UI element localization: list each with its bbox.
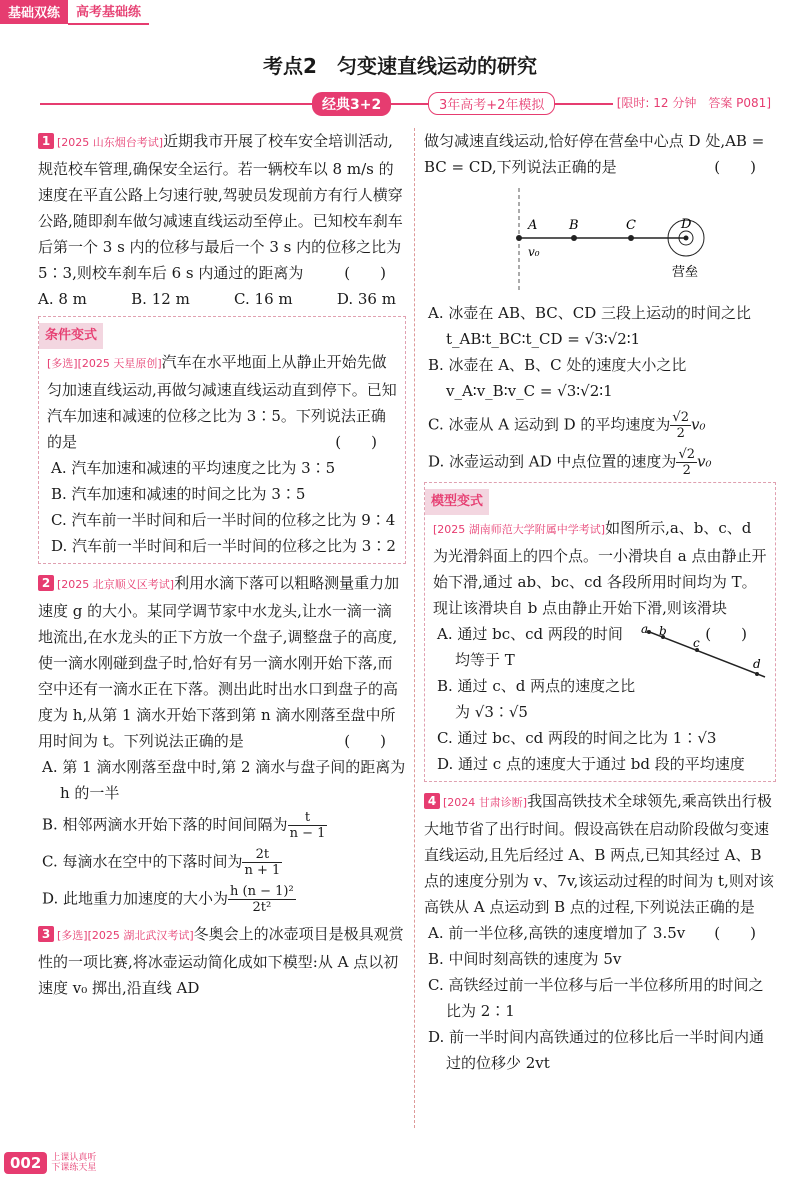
question-1 (38, 128, 406, 312)
option-c (424, 410, 776, 441)
question-source: [多选][2025 湖北武汉考试] (57, 929, 194, 942)
question-source: [2025 北京顺义区考试] (57, 578, 175, 591)
option-b: B. 通过 c、d 两点的速度之比为 √3∶√5 (437, 677, 636, 721)
option-d (424, 447, 776, 478)
variant-label: 条件变式 (39, 323, 103, 349)
fraction (670, 410, 691, 441)
option-a: A. 前一半位移,高铁的速度增加了 3.5v (428, 924, 686, 942)
question-text: 冬奥会上的冰壶项目是极具观赏性的一项比赛,将冰壶运动简化成如下模型:从 A 点以初速度 v₀ 掷出,沿直线 AD (38, 925, 404, 997)
velocity-symbol: v₀ (697, 452, 712, 471)
incline-diagram (627, 623, 767, 683)
variant-source: [多选][2025 天星原创] (47, 357, 162, 370)
option-b: B. 中间时刻高铁的速度为 5v (428, 950, 622, 968)
left-column (38, 128, 406, 1001)
denominator: 2 (682, 463, 691, 478)
slogan-line-1: 上课认真听 (51, 1153, 97, 1163)
variant-box-condition (38, 316, 406, 564)
label-d: D (681, 217, 692, 232)
option-c: C. 高铁经过前一半位移与后一半位移所用的时间之比为 2∶1 (428, 976, 764, 1020)
answer-bracket: ( ) (344, 264, 386, 282)
answer-bracket: ( ) (344, 732, 386, 750)
time-limit: [限时: 12 分钟 答案 P081] (613, 93, 775, 112)
curling-diagram (424, 180, 776, 300)
numerator: h (n − 1)² (230, 884, 294, 899)
numerator: t (288, 810, 328, 826)
numerator: √2 (678, 447, 695, 462)
point-a-dot (516, 235, 522, 241)
right-column (424, 128, 776, 1076)
option-d: D. 汽车前一半时间和后一半时间的位移之比为 3∶2 (51, 537, 396, 555)
answer-bracket: ( ) (714, 158, 756, 176)
fraction (242, 847, 282, 878)
question-text: 做匀减速直线运动,恰好停在营垒中心点 D 处,AB = BC = CD,下列说法正确的是 (424, 132, 765, 176)
label-c: c (693, 636, 700, 650)
label-b: B (569, 218, 579, 233)
option-c: C. 汽车前一半时间和后一半时间的位移之比为 9∶4 (51, 511, 396, 529)
option-c: C. 通过 bc、cd 两段的时间之比为 1∶√3 (437, 729, 717, 747)
camp-center (684, 236, 689, 241)
page-footer (4, 1152, 96, 1174)
question-4 (424, 788, 776, 1076)
label-b: b (659, 624, 667, 638)
option-d: D. 36 m (336, 290, 396, 308)
variant-label: 模型变式 (425, 489, 489, 515)
option-c: C. 16 m (234, 290, 293, 308)
option-c-text: C. 每滴水在空中的下落时间为 (42, 852, 243, 871)
point-c-dot (628, 235, 634, 241)
page-title: 考点2 匀变速直线运动的研究 (263, 54, 537, 78)
option-c-text: C. 冰壶从 A 运动到 D 的平均速度为 (428, 415, 671, 434)
denominator: 2 (676, 426, 685, 441)
option-a: A. 汽车加速和减速的平均速度之比为 3∶5 (51, 459, 336, 477)
answer-bracket: ( ) (714, 924, 756, 942)
denominator: 2t² (252, 900, 272, 915)
column-divider (414, 128, 415, 1128)
question-text: 近期我市开展了校车安全培训活动,规范校车管理,确保安全运行。若一辆校车以 8 m/s 的速度在平直公路上匀速行驶,驾驶员发现前方有行人横穿公路,随即刹车做匀减速直线运动至停止。已知校车刹车后第一个 3 s 内的位移与最后一个 3 s 内的位移之比为 5∶3,则校车刹车后 6 s 内通过的距离为 (38, 132, 403, 282)
answer-bracket: ( ) (335, 433, 377, 451)
question-text: 利用水滴下落可以粗略测量重力加速度 g 的大小。某同学调节家中水龙头,让水一滴一滴地流出,在水龙头的正下方放一个盘子,调整盘子的高度,使一滴水刚碰到盘子时,恰好有另一滴水刚开始下落,而空中还有一滴水正在下落。测出此时出水口到盘子的高度为 h,从第 1 滴水开始下落到第 n 滴水刚落至盘中所用时间为 t。下列说法正确的是 (38, 574, 400, 750)
point-b-dot (571, 235, 577, 241)
question-source: [2024 甘肃诊断] (443, 796, 528, 809)
question-2 (38, 570, 406, 915)
curling-figure (424, 180, 776, 300)
footer-slogan (51, 1153, 96, 1173)
options-row (38, 286, 406, 312)
option-a: A. 8 m (38, 290, 87, 308)
label-v0: v₀ (528, 245, 540, 259)
option-b-text: B. 相邻两滴水开始下落的时间间隔为 (42, 815, 288, 834)
options-with-figure (433, 621, 767, 777)
numerator: √2 (672, 410, 689, 425)
section-tag (0, 0, 149, 22)
fraction (676, 447, 697, 478)
question-number: 3 (38, 926, 54, 942)
question-source: [2025 山东烟台考试] (57, 136, 164, 149)
variant-box-model (424, 482, 776, 782)
numerator: 2t (242, 847, 282, 863)
variant-text: 汽车在水平地面上从静止开始先做匀加速直线运动,再做匀减速直线运动直到停下。已知汽车加速和减速的位移之比为 3∶5。下列说法正确的是 (47, 353, 397, 451)
fraction (228, 884, 296, 915)
question-3-cont (424, 128, 776, 478)
label-d: d (753, 657, 761, 671)
section-band (40, 92, 775, 114)
tag-basic: 基础双练 (0, 0, 68, 24)
fraction (288, 810, 328, 841)
question-text: 我国高铁技术全球领先,乘高铁出行极大地节省了出行时间。假设高铁在启动阶段做匀变速直线运动,且先后经过 A、B 两点,已知其经过 A、B 点的速度分别为 v、7v,该运动过程的时间为 t,则对该高铁从 A 点运动到 B 点的过程,下列说法正确的是 (424, 792, 774, 916)
option-c (38, 847, 406, 878)
band-pill: 经典3+2 (312, 92, 391, 116)
velocity-symbol: v₀ (690, 415, 706, 434)
question-number: 4 (424, 793, 440, 809)
question-number: 1 (38, 133, 54, 149)
question-3-start (38, 921, 406, 1001)
label-c: C (626, 218, 636, 233)
option-d: D. 通过 c 点的速度大于通过 bd 段的平均速度 (437, 755, 745, 773)
band-subpill: 3年高考+2年模拟 (428, 92, 555, 115)
option-d-text: D. 冰壶运动到 AD 中点位置的速度为 (428, 452, 677, 471)
answer-bracket: ( ) (705, 625, 747, 643)
option-b: B. 12 m (131, 290, 190, 308)
label-a: a (641, 623, 649, 636)
option-d-text: D. 此地重力加速度的大小为 (42, 889, 229, 908)
option-d: D. 前一半时间内高铁通过的位移比后一半时间内通过的位移少 2vt (428, 1028, 765, 1072)
denominator: n + 1 (244, 863, 281, 878)
slogan-line-2: 下课练天星 (51, 1163, 97, 1173)
option-b (38, 810, 406, 841)
variant-source: [2025 湖南师范大学附属中学考试] (433, 523, 606, 536)
tag-exam: 高考基础练 (68, 0, 149, 25)
point-d-dot (755, 672, 759, 676)
option-b: B. 汽车加速和减速的时间之比为 3∶5 (51, 485, 306, 503)
option-a: A. 通过 bc、cd 两段的时间均等于 T (437, 625, 623, 669)
option-b: B. 冰壶在 A、B、C 处的速度大小之比 v_A∶v_B∶v_C = √3∶√2∶1 (428, 356, 687, 400)
denominator: n − 1 (289, 826, 326, 841)
option-d (38, 884, 406, 915)
option-a: A. 冰壶在 AB、BC、CD 三段上运动的时间之比 t_AB∶t_BC∶t_CD = √3∶√2∶1 (428, 304, 752, 348)
label-camp: 营垒 (672, 265, 699, 280)
variant-text: 如图所示,a、b、c、d 为光滑斜面上的四个点。一小滑块自 a 点由静止开始下滑,通过 ab、bc、cd 各段所用时间均为 T。现让该滑块自 b 点由静止开始下滑,则该滑块 (433, 519, 767, 617)
option-a: A. 第 1 滴水刚落至盘中时,第 2 滴水与盘子间的距离为 h 的一半 (42, 758, 406, 802)
question-number: 2 (38, 575, 54, 591)
label-a: A (528, 218, 538, 233)
page-number: 002 (4, 1152, 47, 1174)
